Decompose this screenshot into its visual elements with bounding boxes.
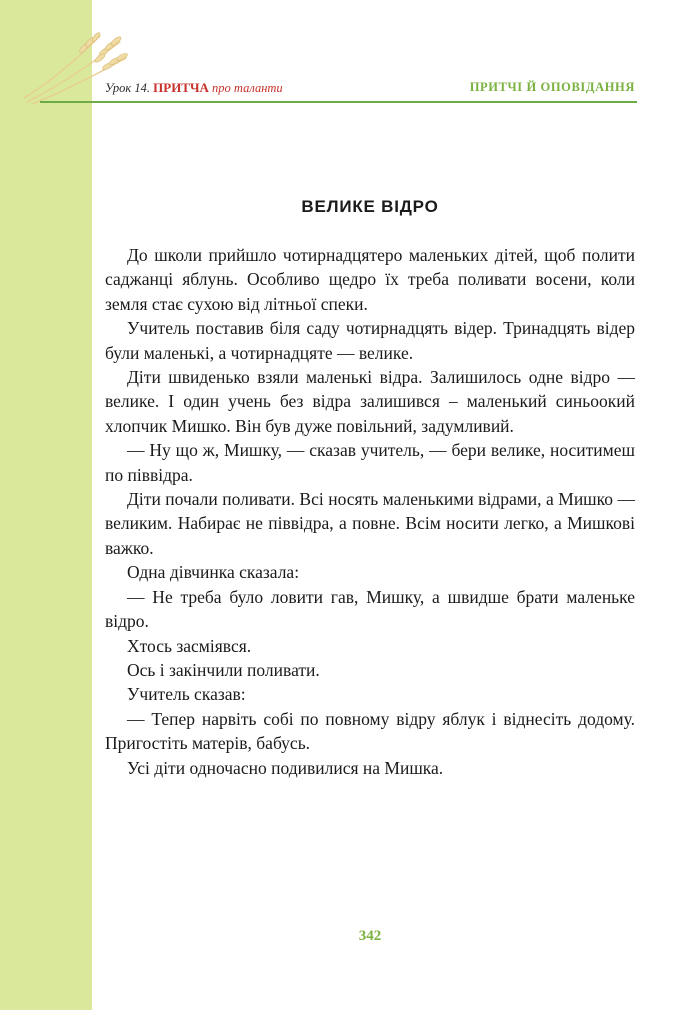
lesson-number: Урок 14. bbox=[105, 81, 151, 95]
side-strip bbox=[0, 0, 92, 1010]
story-title: ВЕЛИКЕ ВІДРО bbox=[301, 197, 439, 216]
paragraph: Учитель поставив біля саду чотирнадцять відер. Тринадцять відер були маленькі, а чотирнадцяте — велике. bbox=[105, 318, 635, 363]
paragraph: Одна дівчинка сказала: bbox=[127, 562, 300, 583]
paragraph: Діти почали поливати. Всі носять маленькими відрами, а Мишко — великим. Набирає не піввідра, а повне. Всім носити легко, а Мишкові важко. bbox=[105, 489, 635, 558]
lesson-kind: ПРИТЧА bbox=[153, 80, 209, 95]
story-text bbox=[105, 243, 635, 780]
paragraph: — Ну що ж, Мишку, — сказав учитель, — бери велике, носитимеш по піввідра. bbox=[105, 440, 635, 485]
header-rule bbox=[40, 101, 637, 103]
paragraph: — Тепер нарвіть собі по повному відру яблук і віднесіть додому. Пригостіть матерів, бабусь. bbox=[105, 708, 635, 754]
paragraph: Ось і закінчили поливати. bbox=[127, 659, 320, 680]
paragraph: До школи прийшло чотирнадцятеро маленьких дітей, щоб полити саджанці яблунь. Особливо щедро їх треба поливати восени, коли земля стає сухою від літньої спеки. bbox=[105, 245, 635, 314]
section-title: ПРИТЧІ Й ОПОВІДАННЯ bbox=[469, 80, 635, 94]
paragraph: — Не треба було ловити гав, Мишку, а швидше брати маленьке відро. bbox=[105, 586, 635, 632]
page-header bbox=[105, 80, 635, 102]
running-head-left bbox=[105, 80, 283, 96]
paragraph: Усі діти одночасно подивилися на Мишка. bbox=[127, 757, 444, 778]
lesson-subject: про таланти bbox=[212, 81, 283, 95]
paragraph: Хтось засміявся. bbox=[127, 635, 252, 656]
paragraph: Учитель сказав: bbox=[127, 684, 246, 705]
paragraph: Діти швиденько взяли маленькі відра. Залишилось одне відро — велике. І один учень без відра залишився – маленький синьоокий хлопчик Мишко. Він був дуже повільний, задумливий. bbox=[105, 367, 635, 436]
page-number: 342 bbox=[358, 928, 382, 944]
